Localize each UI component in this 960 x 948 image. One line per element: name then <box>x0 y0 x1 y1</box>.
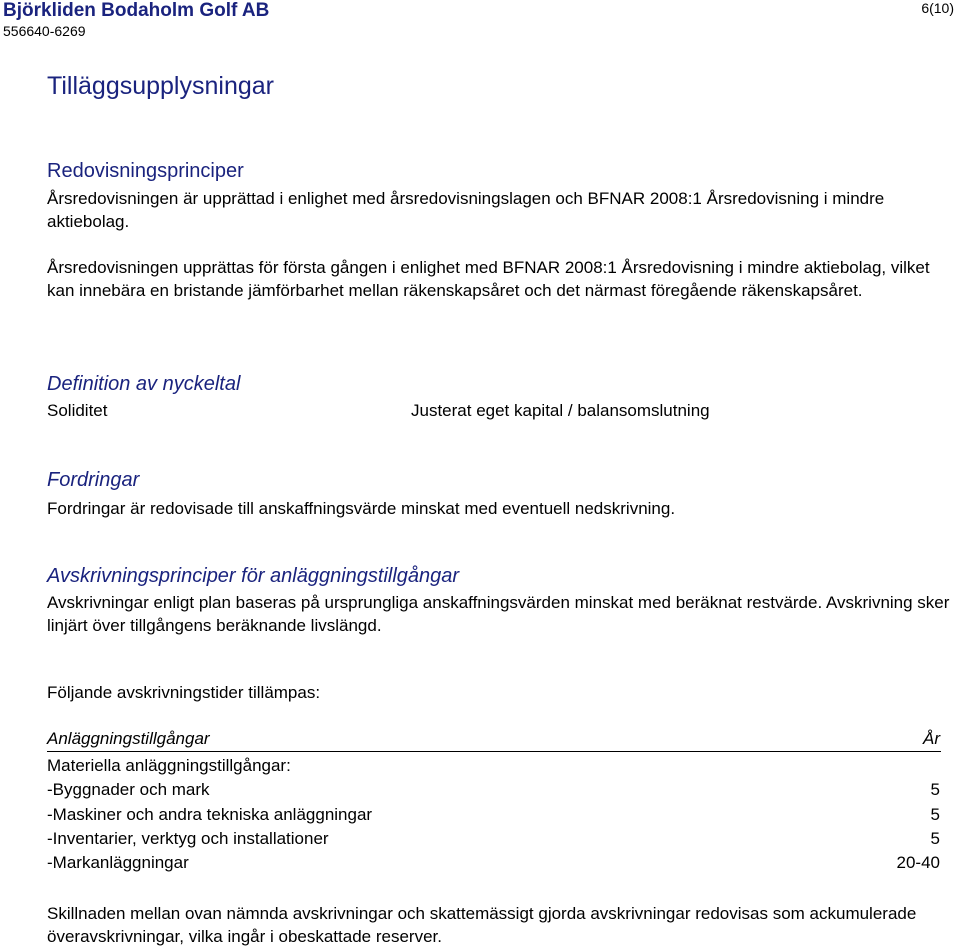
company-name: Björkliden Bodaholm Golf AB <box>3 0 270 21</box>
nyckeltal-definition: Justerat eget kapital / balansomslutning <box>411 401 710 420</box>
table-header-asset: Anläggningstillgångar <box>47 729 210 748</box>
paragraph-overavskrivningar: Skillnaden mellan ovan nämnda avskrivningar och skattemässigt gjorda avskrivningar redovisas som ackumulerade överavskrivningar, vilka ingår i obeskattade reserver. <box>47 904 917 946</box>
paragraph-redovisning-1: Årsredovisningen är upprättad i enlighet med årsredovisningslagen och BFNAR 2008:1 Årsredovisning i mindre aktiebolag. <box>47 189 885 231</box>
nyckeltal-term: Soliditet <box>47 401 108 420</box>
table-row <box>47 780 941 802</box>
table-row-value: 5 <box>930 829 940 848</box>
paragraph-avskrivningar: Avskrivningar enligt plan baseras på ursprungliga anskaffningsvärden minskat med beräknat restvärde. Avskrivning sker linjärt över tillgångens beräknande livslängd. <box>47 593 950 635</box>
table-row-label: -Maskiner och andra tekniska anläggningar <box>47 805 373 824</box>
heading-nyckeltal: Definition av nyckeltal <box>47 373 241 395</box>
table-row-label: -Markanläggningar <box>47 853 189 872</box>
page-title: Tilläggsupplysningar <box>47 72 274 100</box>
table-header-years: År <box>923 729 940 748</box>
table-row-value: 20-40 <box>896 853 940 872</box>
table-row-label: -Byggnader och mark <box>47 780 210 799</box>
table-group-label: Materiella anläggningstillgångar: <box>47 756 291 775</box>
table-row <box>47 853 941 875</box>
heading-avskrivningsprinciper: Avskrivningsprinciper för anläggningstillgångar <box>47 565 460 587</box>
paragraph-avskrivningstider-intro: Följande avskrivningstider tillämpas: <box>47 683 321 702</box>
paragraph-fordringar: Fordringar är redovisade till anskaffningsvärde minskat med eventuell nedskrivning. <box>47 499 676 518</box>
table-header <box>47 729 941 752</box>
table-row-value: 5 <box>930 805 940 824</box>
heading-redovisningsprinciper: Redovisningsprinciper <box>47 160 244 182</box>
org-number: 556640-6269 <box>3 23 86 39</box>
heading-fordringar: Fordringar <box>47 469 140 491</box>
paragraph-redovisning-2: Årsredovisningen upprättas för första gången i enlighet med BFNAR 2008:1 Årsredovisning i mindre aktiebolag, vilket kan innebära en bristande jämförbarhet mellan räkenskapsåret och det närmast föregående räkenskapsåret. <box>47 258 930 300</box>
table-row <box>47 805 941 827</box>
page-number: 6(10) <box>921 0 954 16</box>
table-row-label: -Inventarier, verktyg och installationer <box>47 829 329 848</box>
table-row-value: 5 <box>930 780 940 799</box>
table-row <box>47 829 941 851</box>
